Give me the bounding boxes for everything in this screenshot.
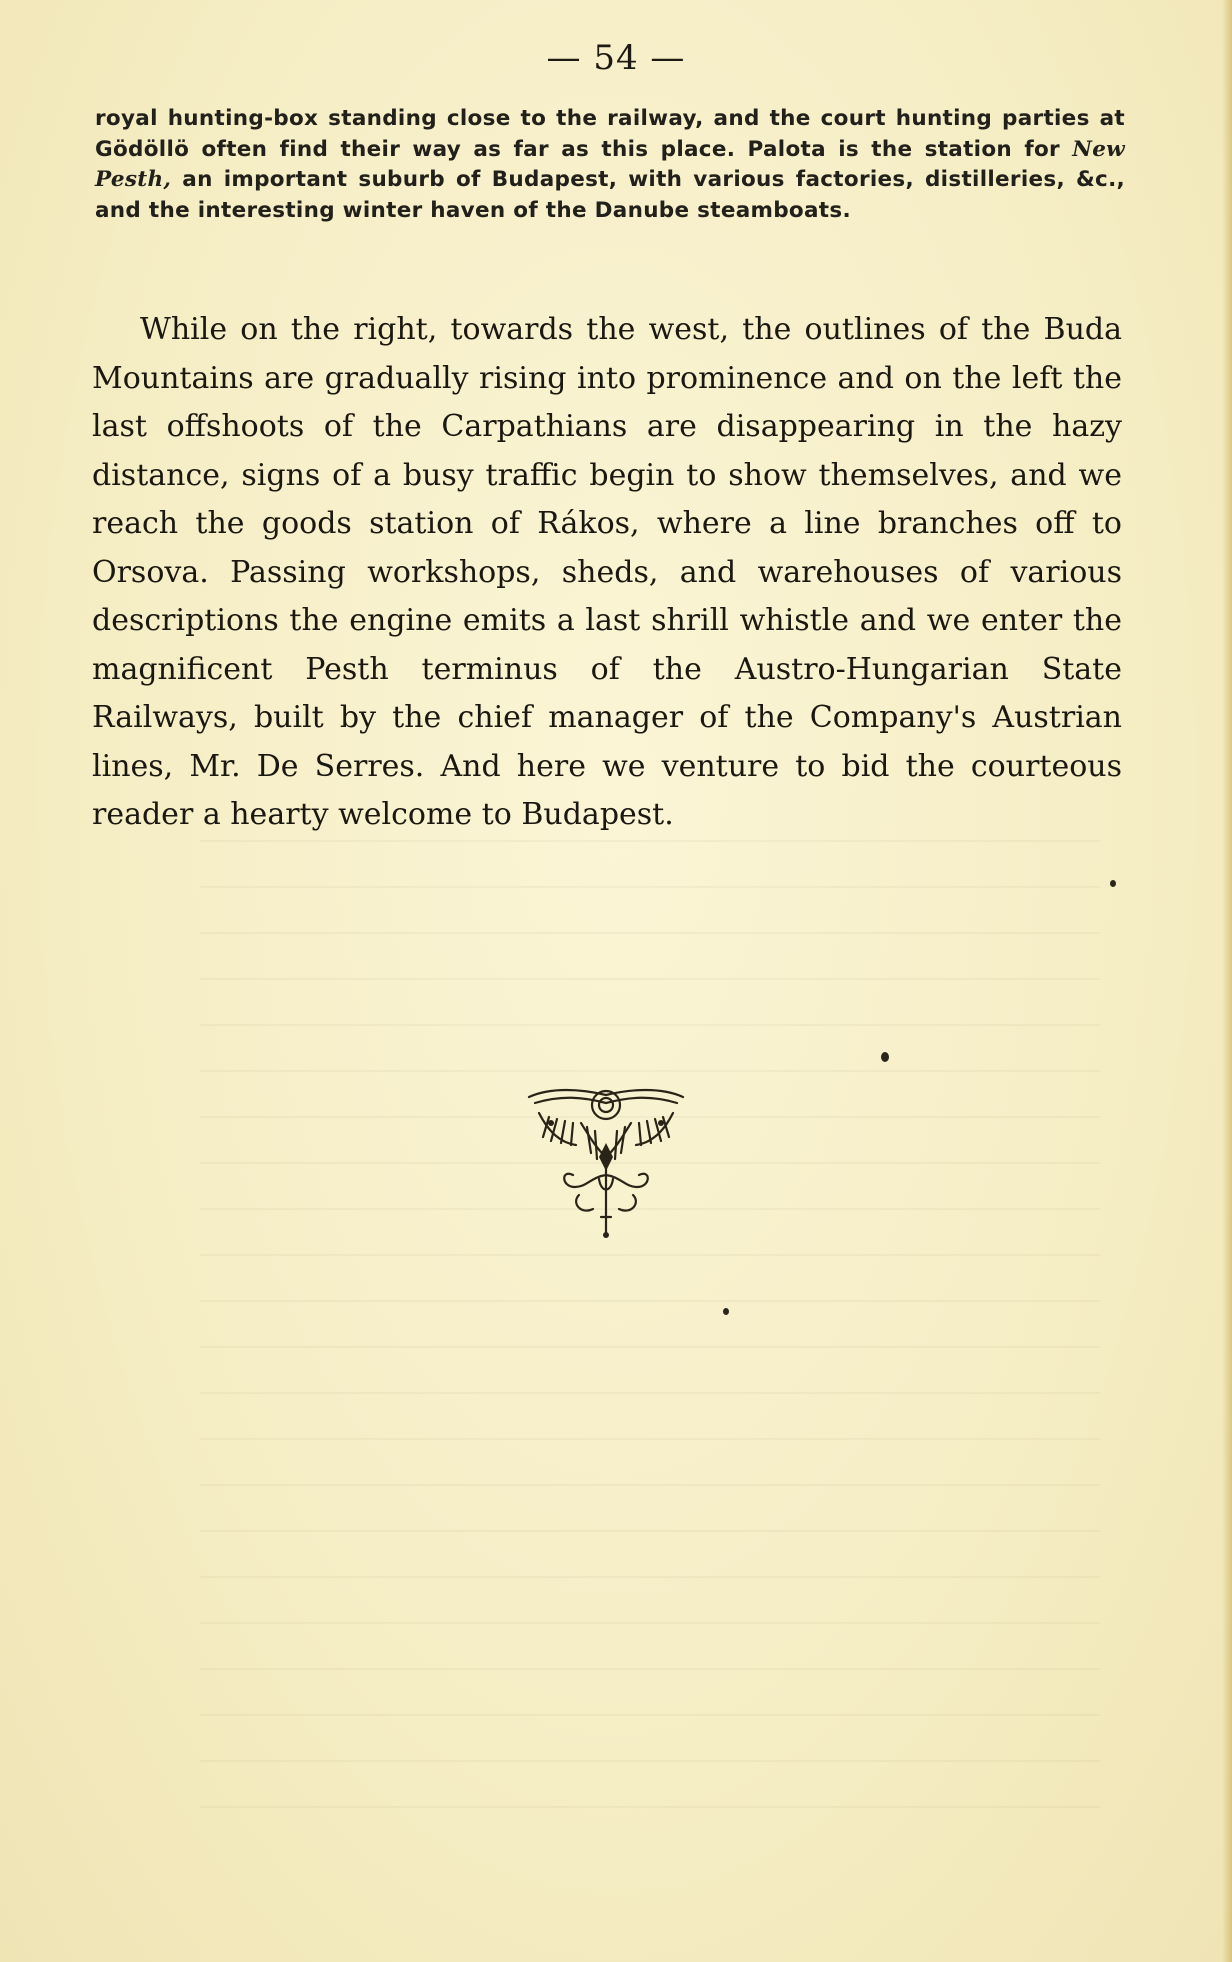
page-edge-shadow [1222,0,1232,1962]
main-paragraph [92,306,1122,840]
small-paragraph-text-1: royal hunting-box standing close to the railway, and the court hunting parties at Gödöllö often find their way as far as this place. Palota is the station for [95,106,1125,162]
ink-speck [723,1308,729,1315]
ink-speck [1110,880,1116,887]
ink-speck [881,1052,889,1062]
main-paragraph-text: While on the right, towards the west, the outlines of the Buda Mountains are gradually rising into prominence and on the left the last offshoots of the Carpathians are disappearing in the hazy distance, signs of a busy traffic begin to show themselves, and we reach the goods station of Rákos, where a line branches off to Orsova. Passing workshops, sheds, and warehouses of various descriptions the engine emits a last shrill whistle and we enter the magnificent Pesth terminus of the Austro-Hungarian State Railways, built by the chief manager of the Company's Austrian lines, Mr. De Serres. And here we venture to bid the courteous reader a hearty welcome to Budapest. [92,312,1122,832]
small-paragraph-italic: New Pesth, [95,136,1125,192]
small-print-paragraph [95,104,1125,226]
small-paragraph-text-2: an important suburb of Budapest, with various factories, distilleries, &c., and the interesting winter haven of the Danube steamboats. [95,167,1125,223]
show-through-text [200,840,1100,1840]
decorative-tailpiece-icon [521,1083,691,1243]
page-number: — 54 — [546,38,686,78]
